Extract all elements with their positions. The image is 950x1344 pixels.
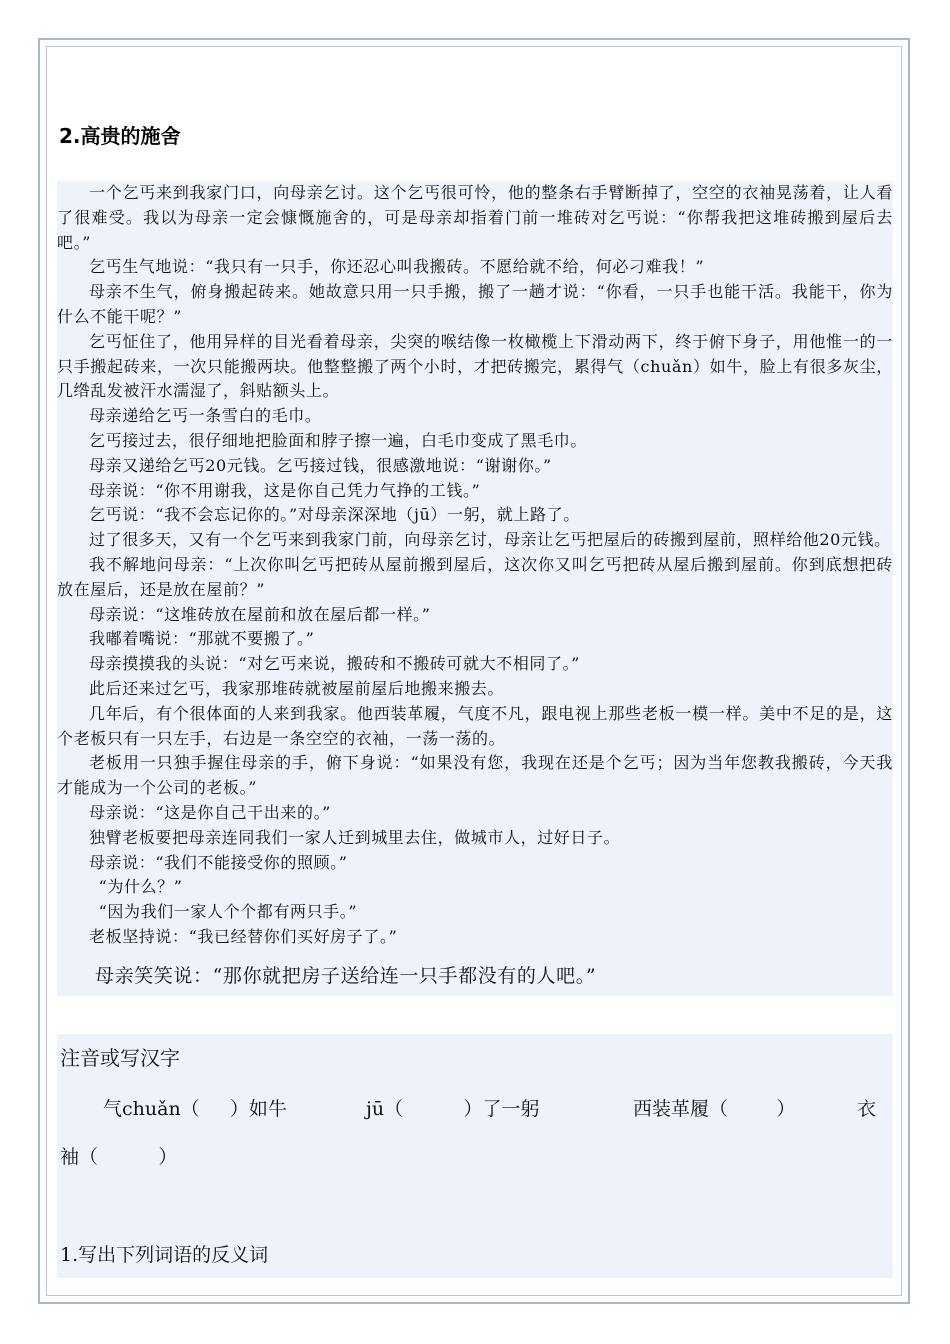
exercise-item: 衣 bbox=[857, 1098, 877, 1120]
paragraph: 一个乞丐来到我家门口，向母亲乞讨。这个乞丐很可怜，他的整条右手臂断掉了，空空的衣袖晃荡着，让人看了很难受。我以为母亲一定会慷慨施舍的，可是母亲却指着门前一堆砖对乞丐说：“你帮我把这堆砖搬到屋后去吧。” bbox=[57, 183, 893, 252]
paragraph: “为什么？” bbox=[98, 877, 183, 897]
paragraph: 母亲说：“这堆砖放在屋前和放在屋后都一样。” bbox=[89, 604, 431, 624]
paragraph: 乞丐怔住了，他用异样的目光看着母亲，尖突的喉结像一枚橄榄上下滑动两下，终于俯下身子，用他惟一的一只手搬起砖来，一次只能搬两块。他整整搬了两个小时，才把砖搬完，累得气（chuǎn）如牛，脸上有很多灰尘，几绺乱发被汗水濡湿了，斜贴额头上。 bbox=[57, 331, 893, 401]
paragraph: 我嘟着嘴说：“那就不要搬了。” bbox=[89, 629, 315, 649]
paragraph: 此后还来过乞丐，我家那堆砖就被屋前屋后地搬来搬去。 bbox=[89, 678, 505, 698]
paragraph: 老板用一只独手握住母亲的手，俯下身说：“如果没有您，我现在还是个乞丐；因为当年您教我搬砖，今天我才能成为一个公司的老板。” bbox=[57, 753, 893, 798]
exercise-item: 袖（ ） bbox=[60, 1146, 178, 1168]
paragraph: 我不解地问母亲：“上次你叫乞丐把砖从屋前搬到屋后，这次你又叫乞丐把砖从屋后搬到屋前。你到底想把砖放在屋后，还是放在屋前？” bbox=[57, 554, 893, 599]
paragraph: 几年后，有个很体面的人来到我家。他西装革履，气度不凡，跟电视上那些老板一模一样。美中不足的是，这个老板只有一只左手，右边是一条空空的衣袖，一荡一荡的。 bbox=[57, 703, 893, 748]
paragraph: 过了很多天，又有一个乞丐来到我家门前，向母亲乞讨，母亲让乞丐把屋后的砖搬到屋前，照样给他20元钱。 bbox=[89, 530, 891, 550]
paragraph: 母亲说：“你不用谢我，这是你自己凭力气挣的工钱。” bbox=[89, 480, 481, 500]
paragraph: 母亲不生气，俯身搬起砖来。她故意只用一只手搬，搬了一趟才说：“你看，一只手也能干活。我能干，你为什么不能干呢？” bbox=[57, 282, 893, 326]
paragraph: 母亲说：“我们不能接受你的照顾。” bbox=[89, 852, 348, 872]
paragraph: 母亲摸摸我的头说：“对乞丐来说，搬砖和不搬砖可就大不相同了。” bbox=[89, 654, 580, 674]
paragraph-final: 母亲笑笑说：“那你就把房子送给连一只手都没有的人吧。” bbox=[95, 964, 597, 987]
paragraph: 独臂老板要把母亲连同我们一家人迁到城里去住，做城市人，过好日子。 bbox=[89, 827, 621, 847]
paragraph: 老板坚持说：“我已经替你们买好房子了。” bbox=[89, 926, 398, 946]
exercise-title: 注音或写汉字 bbox=[60, 1046, 180, 1070]
paragraph: “因为我们一家人个个都有两只手。” bbox=[98, 902, 358, 922]
paragraph: 乞丐说：“我不会忘记你的。”对母亲深深地（jū）一躬，就上路了。 bbox=[89, 505, 580, 525]
article-title: 2.高贵的施舍 bbox=[59, 124, 181, 148]
exercise-section bbox=[57, 1034, 893, 1278]
paragraph: 乞丐生气地说：“我只有一只手，你还忍心叫我搬砖。不愿给就不给，何必刁难我！” bbox=[89, 257, 705, 277]
story-passage bbox=[57, 181, 893, 996]
exercise-item: 西装革履（ ） bbox=[633, 1098, 796, 1120]
exercise-item: jū（ ）了一躬 bbox=[366, 1098, 540, 1120]
paragraph: 母亲递给乞丐一条雪白的毛巾。 bbox=[89, 406, 322, 426]
paragraph: 乞丐接过去，很仔细地把脸面和脖子擦一遍，白毛巾变成了黑毛巾。 bbox=[89, 430, 588, 450]
exercise-item: 气chuǎn（ ）如牛 bbox=[103, 1098, 287, 1120]
paragraph: 母亲说：“这是你自己干出来的。” bbox=[89, 802, 331, 822]
paragraph: 母亲又递给乞丐20元钱。乞丐接过钱，很感激地说：“谢谢你。” bbox=[89, 455, 552, 475]
question-heading: 1.写出下列词语的反义词 bbox=[60, 1244, 269, 1266]
